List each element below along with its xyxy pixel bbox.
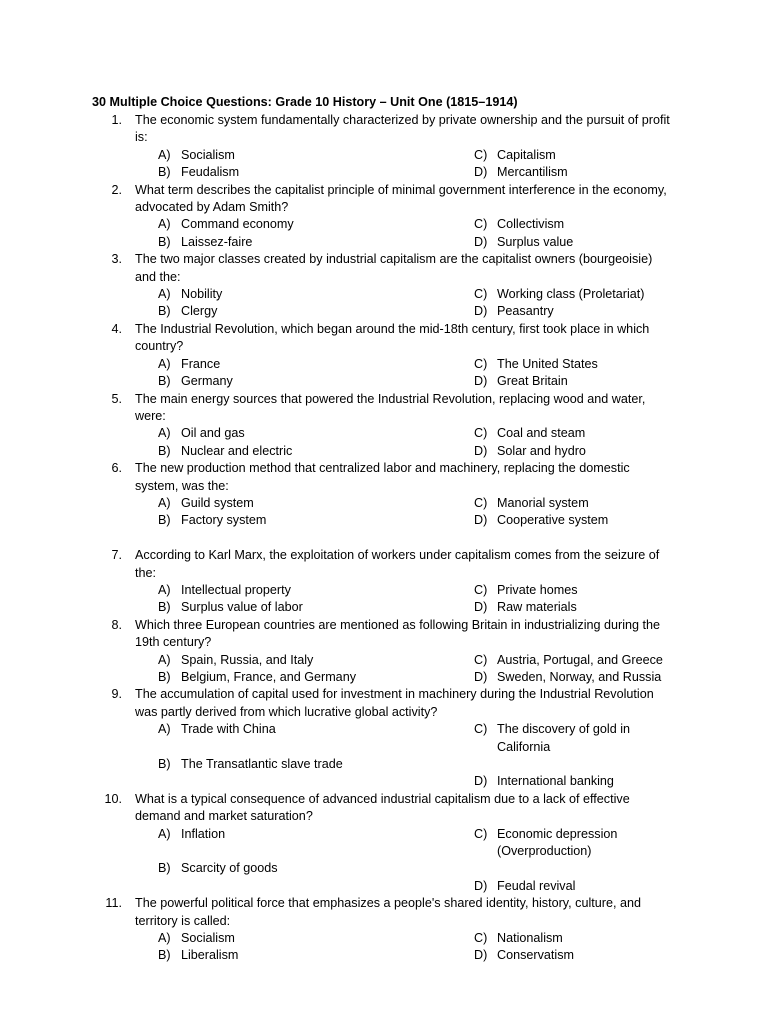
option-letter: B)	[158, 234, 171, 249]
answer-option	[158, 947, 474, 964]
answer-options	[158, 216, 768, 251]
answer-option	[158, 286, 474, 303]
answer-options	[158, 582, 768, 617]
answer-option	[158, 147, 474, 164]
option-text: Laissez-faire	[181, 234, 253, 249]
option-letter: C)	[474, 426, 488, 441]
question-number: 1.	[111, 113, 122, 127]
option-text: International banking	[497, 774, 614, 789]
answer-option	[474, 512, 674, 529]
question-text: The powerful political force that emphasizes a people's shared identity, history, culture, and territory is called:	[135, 896, 641, 928]
answer-option	[474, 286, 674, 303]
option-letter: C)	[474, 652, 488, 667]
answer-option	[474, 495, 674, 512]
option-letter: A)	[158, 356, 171, 371]
option-text: Solar and hydro	[497, 443, 586, 458]
answer-option	[158, 860, 474, 877]
option-letter: A)	[158, 652, 171, 667]
option-text: Trade with China	[181, 722, 276, 737]
option-letter: D)	[474, 234, 488, 249]
answer-option	[158, 425, 474, 442]
option-text: Oil and gas	[181, 426, 245, 441]
answer-option	[158, 721, 474, 756]
answer-option	[158, 234, 474, 251]
answer-option	[158, 878, 474, 895]
option-letter: A)	[158, 722, 171, 737]
option-text: Economic depression (Overproduction)	[497, 826, 618, 859]
question-text: According to Karl Marx, the exploitation of workers under capitalism comes from the seizure of the:	[135, 548, 660, 580]
question-number: 3.	[111, 252, 122, 267]
question-text: The new production method that centralized labor and machinery, replacing the domestic system, was the:	[135, 461, 630, 493]
answer-option	[158, 443, 474, 460]
answer-option	[158, 826, 474, 861]
option-letter: C)	[474, 722, 488, 737]
answer-option	[474, 756, 674, 773]
answer-option	[158, 773, 474, 790]
answer-options	[158, 425, 768, 460]
answer-option	[158, 303, 474, 320]
answer-option	[474, 582, 674, 599]
answer-option	[474, 878, 674, 895]
option-text: The discovery of gold in California	[497, 722, 631, 754]
answer-option	[474, 164, 674, 181]
answer-option	[474, 303, 674, 320]
answer-options	[158, 826, 768, 896]
option-letter: C)	[474, 931, 488, 946]
question-number: 10.	[104, 791, 122, 806]
question-text: The main energy sources that powered the Industrial Revolution, replacing wood and water, were:	[135, 391, 646, 423]
question-item	[0, 791, 768, 895]
answer-options	[158, 286, 768, 321]
question-item	[0, 617, 768, 687]
answer-option	[474, 425, 674, 442]
answer-option	[474, 599, 674, 616]
option-text: Feudalism	[181, 165, 240, 180]
question-text: What is a typical consequence of advanced industrial capitalism due to a lack of effective demand and market saturation?	[135, 791, 630, 824]
answer-option	[158, 930, 474, 947]
question-number: 6.	[111, 461, 122, 476]
option-letter: D)	[474, 669, 488, 684]
answer-option	[474, 147, 674, 164]
option-letter: B)	[158, 861, 171, 876]
option-letter: D)	[474, 304, 488, 319]
option-letter: C)	[474, 495, 488, 510]
option-text: Intellectual property	[181, 582, 291, 597]
option-letter: D)	[474, 165, 488, 180]
option-text: Conservatism	[497, 948, 574, 963]
option-letter: D)	[474, 600, 488, 615]
answer-option	[158, 599, 474, 616]
option-letter	[474, 860, 497, 877]
option-letter: A)	[158, 826, 171, 841]
answer-option	[474, 773, 674, 790]
option-text: Belgium, France, and Germany	[181, 669, 356, 684]
option-letter: D)	[474, 443, 488, 458]
answer-options	[158, 721, 768, 791]
answer-option	[158, 216, 474, 233]
option-letter: B)	[158, 600, 171, 615]
question-number: 5.	[111, 391, 122, 406]
option-text: The Transatlantic slave trade	[181, 757, 343, 772]
question-item	[0, 321, 768, 391]
option-letter: D)	[474, 878, 488, 893]
option-text: Austria, Portugal, and Greece	[497, 652, 663, 667]
answer-option	[474, 652, 674, 669]
answer-option	[474, 373, 674, 390]
option-text: Capitalism	[497, 147, 556, 162]
option-text: Command economy	[181, 217, 294, 232]
option-letter: A)	[158, 287, 171, 302]
option-letter: C)	[474, 826, 488, 841]
answer-option	[158, 756, 474, 773]
option-letter	[158, 773, 181, 790]
question-text: The economic system fundamentally characterized by private ownership and the pursuit of profit is:	[135, 113, 670, 145]
question-item	[0, 251, 768, 321]
answer-options	[158, 495, 768, 530]
option-text: Coal and steam	[497, 426, 586, 441]
option-text: Socialism	[181, 931, 235, 946]
option-text: Nationalism	[497, 931, 563, 946]
answer-option	[474, 721, 674, 756]
option-text: Feudal revival	[497, 878, 576, 893]
answer-option	[474, 356, 674, 373]
option-text: Nuclear and electric	[181, 443, 293, 458]
answer-option	[158, 164, 474, 181]
option-text: Surplus value of labor	[181, 600, 303, 615]
question-text: The two major classes created by industrial capitalism are the capitalist owners (bourgeoisie) and the:	[135, 252, 653, 284]
option-text: Guild system	[181, 495, 254, 510]
option-letter: B)	[158, 304, 171, 319]
option-letter: B)	[158, 669, 171, 684]
question-item	[0, 547, 768, 617]
answer-option	[158, 356, 474, 373]
option-letter	[474, 756, 497, 773]
option-letter: B)	[158, 513, 171, 528]
option-letter: B)	[158, 165, 171, 180]
option-letter: C)	[474, 287, 488, 302]
option-text: Sweden, Norway, and Russia	[497, 669, 662, 684]
option-text	[181, 878, 474, 895]
option-letter: B)	[158, 948, 171, 963]
question-item	[0, 460, 768, 530]
option-text: Great Britain	[497, 374, 568, 389]
option-letter: D)	[474, 948, 488, 963]
option-text: Surplus value	[497, 234, 574, 249]
option-text: Collectivism	[497, 217, 565, 232]
option-letter: D)	[474, 774, 488, 789]
option-text: Spain, Russia, and Italy	[181, 652, 314, 667]
answer-option	[158, 373, 474, 390]
option-text	[497, 860, 674, 877]
option-letter: C)	[474, 356, 488, 371]
option-text: Clergy	[181, 304, 218, 319]
question-text: The accumulation of capital used for investment in machinery during the Industrial Revolution was partly derived from which lucrative global activity?	[135, 687, 654, 719]
question-number: 7.	[111, 548, 122, 563]
option-letter: D)	[474, 374, 488, 389]
question-number: 8.	[111, 617, 122, 632]
question-number: 11.	[105, 896, 122, 911]
document-title: 30 Multiple Choice Questions: Grade 10 History – Unit One (1815–1914)	[92, 95, 518, 109]
option-letter: B)	[158, 757, 171, 772]
option-text: Cooperative system	[497, 513, 609, 528]
option-letter: A)	[158, 426, 171, 441]
answer-options	[158, 356, 768, 391]
option-letter: C)	[474, 147, 488, 162]
answer-option	[158, 495, 474, 512]
answer-option	[158, 582, 474, 599]
option-letter	[158, 878, 181, 895]
question-item	[0, 686, 768, 790]
answer-option	[474, 947, 674, 964]
option-text: Mercantilism	[497, 165, 568, 180]
option-text: Socialism	[181, 147, 235, 162]
question-item	[0, 391, 768, 461]
blank-line	[0, 530, 768, 547]
answer-option	[474, 669, 674, 686]
answer-options	[158, 930, 768, 965]
option-text: France	[181, 356, 221, 371]
question-text: The Industrial Revolution, which began around the mid-18th century, first took place in which country?	[135, 321, 650, 354]
option-text: The United States	[497, 356, 598, 371]
option-letter: A)	[158, 495, 171, 510]
option-text: Liberalism	[181, 948, 239, 963]
option-letter: C)	[474, 217, 488, 232]
question-text: What term describes the capitalist principle of minimal government interference in the economy, advocated by Adam Smith?	[135, 182, 667, 215]
option-text: Manorial system	[497, 495, 589, 510]
option-text: Germany	[181, 374, 233, 389]
option-text	[497, 756, 674, 773]
option-letter: A)	[158, 931, 171, 946]
question-number: 9.	[111, 687, 122, 702]
answer-option	[474, 930, 674, 947]
answer-option	[158, 512, 474, 529]
option-letter: A)	[158, 217, 171, 232]
question-item	[0, 182, 768, 252]
answer-options	[158, 652, 768, 687]
option-letter: A)	[158, 582, 171, 597]
option-text: Working class (Proletariat)	[497, 287, 645, 302]
option-letter: C)	[474, 582, 488, 597]
option-text: Scarcity of goods	[181, 861, 278, 876]
option-letter: A)	[158, 147, 171, 162]
option-text: Factory system	[181, 513, 267, 528]
question-item	[0, 895, 768, 965]
answer-option	[474, 234, 674, 251]
option-text: Inflation	[181, 826, 226, 841]
answer-option	[474, 216, 674, 233]
option-text	[181, 773, 474, 790]
question-item	[0, 112, 768, 182]
question-list	[0, 112, 768, 965]
answer-options	[158, 147, 768, 182]
option-letter: B)	[158, 374, 171, 389]
answer-option	[474, 860, 674, 877]
option-text: Raw materials	[497, 600, 577, 615]
option-text: Nobility	[181, 287, 223, 302]
option-letter: D)	[474, 513, 488, 528]
answer-option	[474, 826, 674, 861]
question-number: 4.	[111, 321, 122, 336]
option-letter: B)	[158, 443, 171, 458]
answer-option	[158, 652, 474, 669]
option-text: Private homes	[497, 582, 578, 597]
question-number: 2.	[111, 182, 122, 197]
option-text: Peasantry	[497, 304, 554, 319]
question-text: Which three European countries are mentioned as following Britain in industrializing during the 19th century?	[135, 617, 661, 650]
answer-option	[474, 443, 674, 460]
answer-option	[158, 669, 474, 686]
